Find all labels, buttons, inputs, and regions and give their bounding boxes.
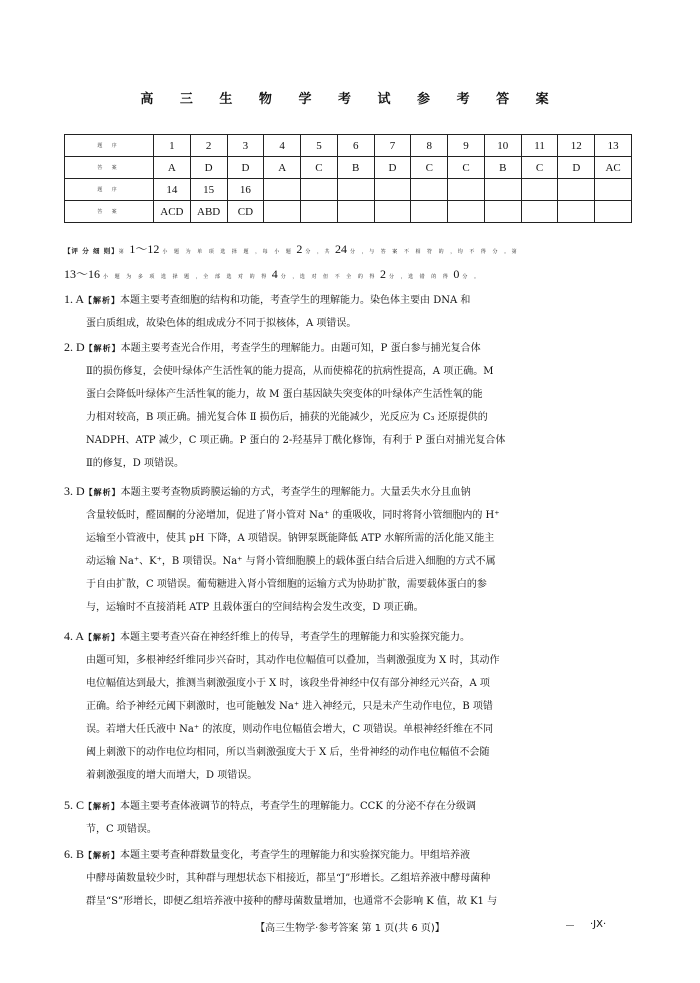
- grading-rules: 【评 分 细 则】第 1～12 小 题 为 单 项 选 择 题 ，每 小 题 2 分 ，共 24 分 ，与 答 案 不 相 符 的 ，均 不 得 分 。第 13～16 小 题 为 多 项 选 择 题 ，全 部 选 对 的 得 4 分 ，选 对 但 不 全 的 得 2 分 ，选 错 的 得 0 分 。: [64, 242, 520, 281]
- item-text: 由题可知，多根神经纤维同步兴奋时，其动作电位幅值可以叠加，当刺激强度为 X 时，其动作: [86, 655, 500, 666]
- table-cell: AC: [595, 157, 632, 179]
- table-cell: ABD: [190, 201, 227, 223]
- item-text: 本题主要考查体液调节的特点，考查学生的理解能力。CCK 的分泌不存在分级调: [120, 801, 476, 812]
- table-cell: 8: [411, 135, 448, 157]
- row-header: 题 序: [65, 179, 154, 201]
- item-number: 1. A: [64, 292, 85, 306]
- table-cell: [595, 201, 632, 223]
- table-cell: [374, 201, 411, 223]
- table-cell: D: [227, 157, 264, 179]
- item-text: 节，C 项错误。: [86, 824, 157, 835]
- item-text: 本题主要考查种群数量变化，考查学生的理解能力和实验探究能力。甲组培养液: [120, 850, 471, 861]
- item-line: [64, 672, 638, 695]
- item-text: NADPH、ATP 减少，C 项正确。P 蛋白的 2-羟基异丁酰化修饰，有利于 P 蛋白对捕光复合体: [86, 435, 506, 446]
- table-cell: [337, 179, 374, 201]
- row-header: 答 案: [65, 157, 154, 179]
- table-cell: 4: [264, 135, 301, 157]
- row-header: 题 序: [65, 135, 154, 157]
- item-number: 3. D: [64, 484, 85, 498]
- table-cell: [521, 201, 558, 223]
- item-text: 运输至小管液中，使其 pH 下降，A 项错误。钠钾泵既能降低 ATP 水解所需的活化能又能主: [86, 533, 495, 544]
- item-text: 群呈“S”形增长，即便乙组培养液中接种的酵母菌数量增加，也通常不会影响 K 值，故 K1 与: [86, 896, 498, 907]
- answer-item: [64, 336, 638, 475]
- item-text: 中酵母菌数量较少时，其种群与理想状态下相接近，都呈“J”形增长。乙组培养液中酵母菌种: [86, 873, 491, 884]
- table-cell: 2: [190, 135, 227, 157]
- table-cell: C: [521, 157, 558, 179]
- item-text: 本题主要考查兴奋在神经纤维上的传导，考查学生的理解能力和实验探究能力。: [120, 632, 471, 643]
- item-line: [64, 480, 638, 504]
- item-line: [64, 336, 638, 360]
- table-cell: A: [264, 157, 301, 179]
- answer-item: [64, 843, 638, 913]
- item-line: [64, 504, 638, 527]
- table-cell: C: [301, 157, 338, 179]
- table-cell: B: [484, 157, 521, 179]
- table-cell: [411, 201, 448, 223]
- table-cell: [595, 179, 632, 201]
- table-cell: [301, 201, 338, 223]
- item-line: [64, 383, 638, 406]
- table-cell: 5: [301, 135, 338, 157]
- item-number: 5. C: [64, 798, 85, 812]
- answer-item: [64, 288, 638, 335]
- row-header: 答 案: [65, 201, 154, 223]
- grading-tag: 【评 分 细 则】: [64, 247, 119, 255]
- analysis-tag: 【解析】: [84, 295, 121, 305]
- item-number: 6. B: [64, 847, 85, 861]
- table-cell: [264, 179, 301, 201]
- item-text: 力相对较高，B 项正确。捕光复合体 Ⅱ 损伤后，捕获的光能减少，光反应为 C₃ 还原提供的: [86, 412, 488, 423]
- table-cell: 16: [227, 179, 264, 201]
- item-text: 正确。给予神经元阈下刺激时，也可能触发 Na⁺ 进入神经元，只是未产生动作电位，B 项错: [86, 701, 493, 712]
- answer-item: [64, 480, 638, 619]
- table-cell: [264, 201, 301, 223]
- analysis-tag: 【解析】: [84, 632, 121, 642]
- table-cell: [521, 179, 558, 201]
- item-line: [64, 625, 638, 649]
- answer-item: [64, 794, 638, 841]
- table-row: [65, 135, 632, 157]
- answer-table: [64, 134, 632, 223]
- page-title: 高 三 生 物 学 考 试 参 考 答 案: [140, 92, 560, 107]
- table-cell: 6: [337, 135, 374, 157]
- item-line: [64, 429, 638, 452]
- analysis-tag: 【解析】: [84, 343, 121, 353]
- item-line: [64, 718, 638, 741]
- footer-dash: [566, 925, 574, 926]
- item-line: [64, 764, 638, 787]
- table-cell: [484, 201, 521, 223]
- table-cell: C: [411, 157, 448, 179]
- table-cell: B: [337, 157, 374, 179]
- item-line: [64, 312, 638, 335]
- item-line: [64, 649, 638, 672]
- table-cell: 3: [227, 135, 264, 157]
- item-text: 误。若增大任氏液中 Na⁺ 的浓度，则动作电位幅值会增大，C 项错误。单根神经纤维在不同: [86, 724, 494, 735]
- table-cell: [558, 179, 595, 201]
- table-cell: 15: [190, 179, 227, 201]
- table-row: [65, 157, 632, 179]
- table-cell: [374, 179, 411, 201]
- item-text: 本题主要考查细胞的结构和功能，考查学生的理解能力。染色体主要由 DNA 和: [120, 295, 471, 306]
- table-cell: [337, 201, 374, 223]
- item-line: [64, 741, 638, 764]
- item-line: [64, 867, 638, 890]
- item-text: 与，运输时不直接消耗 ATP 且载体蛋白的空间结构会发生改变，D 项正确。: [86, 602, 424, 613]
- item-line: [64, 452, 638, 475]
- table-cell: 12: [558, 135, 595, 157]
- table-cell: 1: [154, 135, 191, 157]
- table-cell: [448, 201, 485, 223]
- table-cell: 14: [154, 179, 191, 201]
- item-line: [64, 695, 638, 718]
- table-row: [65, 201, 632, 223]
- item-line: [64, 406, 638, 429]
- item-line: [64, 360, 638, 383]
- table-cell: [484, 179, 521, 201]
- answer-item: [64, 625, 638, 787]
- item-text: Ⅱ的修复，D 项错误。: [86, 458, 184, 469]
- table-cell: [301, 179, 338, 201]
- item-line: [64, 596, 638, 619]
- table-cell: [448, 179, 485, 201]
- item-text: 动运输 Na⁺、K⁺，B 项错误。Na⁺ 与肾小管细胞膜上的载体蛋白结合后进入细胞的方式不属: [86, 556, 496, 567]
- item-text: 本题主要考查光合作用，考查学生的理解能力。由题可知，P 蛋白参与捕光复合体: [120, 343, 481, 354]
- table-cell: CD: [227, 201, 264, 223]
- table-cell: [411, 179, 448, 201]
- item-text: 阈上刺激下的动作电位均相同，所以当刺激强度大于 X 后，坐骨神经的动作电位幅值不会随: [86, 747, 490, 758]
- page-footer: 【高三生物学·参考答案 第 1 页(共 6 页)】: [255, 923, 445, 934]
- table-cell: A: [154, 157, 191, 179]
- table-cell: 9: [448, 135, 485, 157]
- table-cell: C: [448, 157, 485, 179]
- item-line: [64, 573, 638, 596]
- analysis-tag: 【解析】: [84, 801, 121, 811]
- footer-code: ·JX·: [590, 919, 607, 930]
- table-cell: [558, 201, 595, 223]
- table-cell: D: [190, 157, 227, 179]
- item-text: Ⅱ的损伤修复，会使叶绿体产生活性氧的能力提高，从而使棉花的抗病性提高，A 项正确。M: [86, 366, 494, 377]
- item-line: [64, 794, 638, 818]
- item-text: 电位幅值达到最大，推测当刺激强度小于 X 时，该段坐骨神经中仅有部分神经元兴奋，A 项: [86, 678, 490, 689]
- table-cell: ACD: [154, 201, 191, 223]
- item-text: 蛋白质组成，故染色体的组成成分不同于拟核体，A 项错误。: [86, 318, 357, 329]
- table-cell: D: [374, 157, 411, 179]
- item-text: 含量较低时，醛固酮的分泌增加，促进了肾小管对 Na⁺ 的重吸收，同时将肾小管细胞内的 H⁺: [86, 510, 500, 521]
- table-cell: D: [558, 157, 595, 179]
- item-line: [64, 527, 638, 550]
- table-cell: 7: [374, 135, 411, 157]
- item-text: 蛋白会降低叶绿体产生活性氧的能力，故 M 蛋白基因缺失突变体的叶绿体产生活性氧的能: [86, 389, 483, 400]
- item-text: 于自由扩散，C 项错误。葡萄糖进入肾小管细胞的运输方式为协助扩散，需要载体蛋白的参: [86, 579, 487, 590]
- analysis-tag: 【解析】: [84, 487, 121, 497]
- item-number: 4. A: [64, 629, 85, 643]
- item-line: [64, 843, 638, 867]
- table-cell: 13: [595, 135, 632, 157]
- item-number: 2. D: [64, 340, 85, 354]
- table-row: [65, 179, 632, 201]
- item-line: [64, 818, 638, 841]
- analysis-tag: 【解析】: [84, 850, 121, 860]
- table-cell: 11: [521, 135, 558, 157]
- item-line: [64, 890, 638, 913]
- item-text: 着刺激强度的增大而增大，D 项错误。: [86, 770, 258, 781]
- item-line: [64, 288, 638, 312]
- item-text: 本题主要考查物质跨膜运输的方式，考查学生的理解能力。大量丢失水分且血钠: [120, 487, 471, 498]
- item-line: [64, 550, 638, 573]
- table-cell: 10: [484, 135, 521, 157]
